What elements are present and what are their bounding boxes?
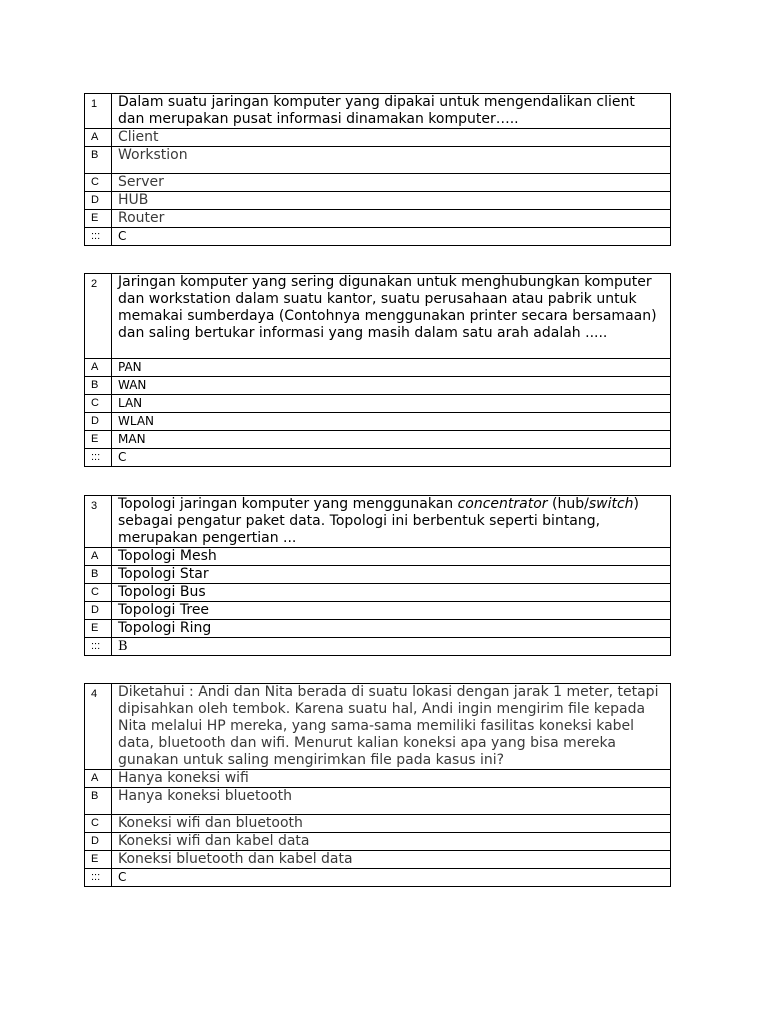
option-row-d [85, 602, 671, 620]
option-letter: C [85, 174, 112, 192]
option-letter: B [85, 788, 112, 815]
option-row-c [85, 584, 671, 602]
option-row-b [85, 147, 671, 174]
question-table-4 [84, 683, 671, 887]
option-row-e [85, 620, 671, 638]
option-letter: E [85, 851, 112, 869]
option-letter: A [85, 770, 112, 788]
question-table-1 [84, 93, 671, 246]
option-row-b [85, 377, 671, 395]
answer-marker: ::: [85, 869, 112, 887]
option-text: Koneksi bluetooth dan kabel data [112, 851, 671, 869]
answer-row [85, 638, 671, 656]
option-row-d [85, 833, 671, 851]
option-row-d [85, 192, 671, 210]
option-text: Hanya koneksi bluetooth [112, 788, 671, 815]
option-text: Topologi Ring [112, 620, 671, 638]
option-text: Topologi Bus [112, 584, 671, 602]
option-letter: B [85, 566, 112, 584]
option-text: HUB [112, 192, 671, 210]
option-letter: A [85, 359, 112, 377]
question-row [85, 684, 671, 770]
option-text: Server [112, 174, 671, 192]
question-row [85, 496, 671, 548]
answer-key: C [112, 869, 671, 887]
option-letter: B [85, 147, 112, 174]
option-letter: D [85, 192, 112, 210]
option-letter: E [85, 210, 112, 228]
option-letter: C [85, 584, 112, 602]
option-text: Topologi Tree [112, 602, 671, 620]
answer-key: C [112, 449, 671, 467]
option-row-b [85, 788, 671, 815]
option-row-a [85, 129, 671, 147]
question-table-2 [84, 273, 671, 467]
option-letter: D [85, 602, 112, 620]
option-letter: C [85, 395, 112, 413]
option-text: Koneksi wifi dan kabel data [112, 833, 671, 851]
option-row-e [85, 431, 671, 449]
option-text: Koneksi wifi dan bluetooth [112, 815, 671, 833]
answer-key: B [112, 638, 671, 656]
option-text: Hanya koneksi wifi [112, 770, 671, 788]
option-row-b [85, 566, 671, 584]
option-letter: B [85, 377, 112, 395]
answer-row [85, 228, 671, 246]
option-text: Router [112, 210, 671, 228]
option-letter: E [85, 431, 112, 449]
option-text: MAN [112, 431, 671, 449]
option-text: Topologi Mesh [112, 548, 671, 566]
option-row-a [85, 359, 671, 377]
answer-marker: ::: [85, 228, 112, 246]
question-table-3 [84, 495, 671, 656]
option-text: Client [112, 129, 671, 147]
option-letter: A [85, 548, 112, 566]
question-text: Dalam suatu jaringan komputer yang dipakai untuk mengendalikan client dan merupakan pusat informasi dinamakan komputer….. [112, 94, 671, 129]
option-row-d [85, 413, 671, 431]
option-text: LAN [112, 395, 671, 413]
option-row-e [85, 210, 671, 228]
question-row [85, 274, 671, 359]
option-letter: A [85, 129, 112, 147]
option-letter: D [85, 833, 112, 851]
question-text: Diketahui : Andi dan Nita berada di suatu lokasi dengan jarak 1 meter, tetapi dipisahkan oleh tembok. Karena suatu hal, Andi ingin mengirim file kepada Nita melalui HP mereka, yang sama-sama memiliki fasilitas koneksi kabel data, bluetooth dan wifi. Menurut kalian koneksi apa yang bisa mereka gunakan untuk saling mengirimkan file pada kasus ini? [112, 684, 671, 770]
answer-marker: ::: [85, 638, 112, 656]
option-text: WAN [112, 377, 671, 395]
option-letter: C [85, 815, 112, 833]
option-row-a [85, 548, 671, 566]
answer-row [85, 869, 671, 887]
option-letter: E [85, 620, 112, 638]
question-number: 3 [85, 496, 112, 548]
option-row-a [85, 770, 671, 788]
answer-key: C [112, 228, 671, 246]
option-text: Workstion [112, 147, 671, 174]
option-row-c [85, 815, 671, 833]
question-number: 1 [85, 94, 112, 129]
answer-marker: ::: [85, 449, 112, 467]
option-text: WLAN [112, 413, 671, 431]
question-text: Jaringan komputer yang sering digunakan untuk menghubungkan komputer dan workstation dalam suatu kantor, suatu perusahaan atau pabrik untuk memakai sumberdaya (Contohnya menggunakan printer secara bersamaan) dan saling bertukar informasi yang masih dalam satu arah adalah ..... [112, 274, 671, 359]
option-text: Topologi Star [112, 566, 671, 584]
answer-row [85, 449, 671, 467]
option-letter: D [85, 413, 112, 431]
question-number: 2 [85, 274, 112, 359]
option-row-c [85, 174, 671, 192]
option-row-e [85, 851, 671, 869]
question-text: Topologi jaringan komputer yang menggunakan concentrator (hub/switch) sebagai pengatur paket data. Topologi ini berbentuk seperti bintang, merupakan pengertian ... [112, 496, 671, 548]
question-number: 4 [85, 684, 112, 770]
option-text: PAN [112, 359, 671, 377]
option-row-c [85, 395, 671, 413]
question-row [85, 94, 671, 129]
